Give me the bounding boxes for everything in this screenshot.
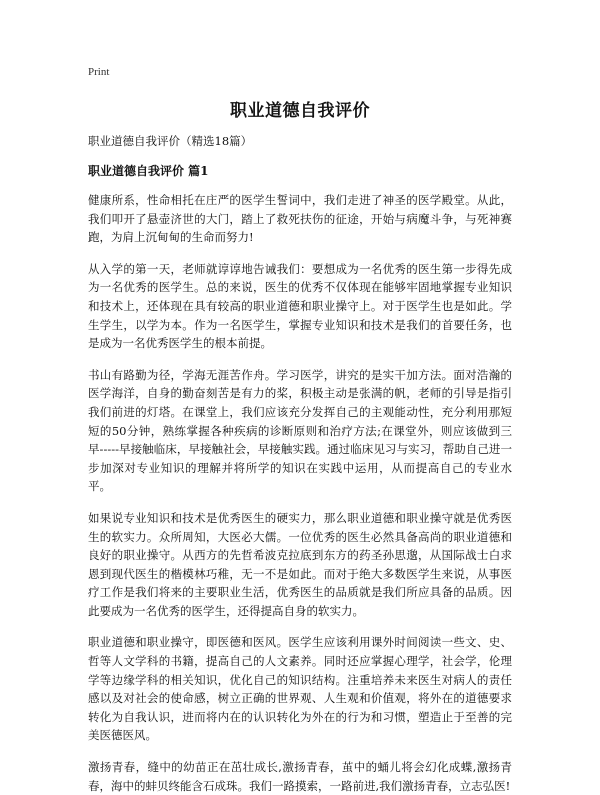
- paragraph-5: 职业道德和职业操守，即医德和医风。医学生应该利用课外时间阅读一些文、史、哲等人文学科的书籍，提高自己的人文素养。同时还应掌握心理学，社会学，伦理学等边缘学科的相关知识，优化自己的知识结构。注重培养未来医生对病人的责任感以及对社会的使命感，树立正确的世界观、人生观和价值观，将外在的道德要求转化为自我认识，进而将内在的认识转化为外在的行为和习惯，塑造止于至善的完美医德医风。: [88, 635, 512, 743]
- section-heading: 职业道德自我评价 篇1: [88, 164, 209, 178]
- paragraph-3: 书山有路勤为径，学海无涯苦作舟。学习医学，讲究的是实干加方法。面对浩瀚的医学海洋，自身的勤奋刻苦是有力的桨，积极主动是张满的帆，老师的引导是指引我们前进的灯塔。在课堂上，我们应该充分发挥自己的主观能动性，充分利用那短短的50分钟，熟练掌握各种疾病的诊断原则和治疗方法;在课堂外，则应该做到三早-----早接触临床，早接触社会，早接触实践。通过临床见习与实习，帮助自己进一步加深对专业知识的理解并将所学的知识在实践中运用，从而提高自己的专业水平。: [88, 367, 512, 494]
- print-label: Print: [88, 66, 110, 78]
- paragraph-4: 如果说专业知识和技术是优秀医生的硬实力，那么职业道德和职业操守就是优秀医生的软实力。众所周知，大医必大儒。一位优秀的医生必然具备高尚的职业道德和良好的职业操守。从西方的先哲希波克拉底到东方的药圣孙思邈，从国际战士白求恩到现代医生的楷模林巧稚，无一不是如此。而对于绝大多数医学生来说，从事医疗工作是我们将来的主要职业生活，优秀医生的品质就是我们所应具备的品质。因此要成为一名优秀的医学生，还得提高自身的软实力。: [88, 510, 512, 618]
- document-title: 职业道德自我评价: [230, 101, 370, 121]
- paragraph-2: 从入学的第一天，老师就谆谆地告诫我们：要想成为一名优秀的医生第一步得先成为一名优秀的医学生。总的来说，医生的优秀不仅体现在能够牢固地掌握专业知识和技术上，还体现在具有较高的职业道德和职业操守上。对于医学生也是如此。学生学生，以学为本。作为一名医学生，掌握专业知识和技术是我们的首要任务，也是成为一名优秀医学生的根本前提。: [88, 261, 512, 351]
- document-subtitle: 职业道德自我评价（精选18篇）: [88, 134, 253, 148]
- paragraph-6: 激扬青春，缝中的幼苗正在茁壮成长,激扬青春，茧中的蛹儿将会幻化成蝶,激扬青春，海中的蚌贝终能含石成珠。我们一路摸索，一路前进,我们激扬青春，立志弘医!: [88, 760, 512, 793]
- paragraph-1: 健康所系，性命相托在庄严的医学生誓词中，我们走进了神圣的医学殿堂。从此，我们叩开了悬壶济世的大门，踏上了救死扶伤的征途，开始与病魔斗争，与死神赛跑，为肩上沉甸甸的生命而努力!: [88, 193, 512, 245]
